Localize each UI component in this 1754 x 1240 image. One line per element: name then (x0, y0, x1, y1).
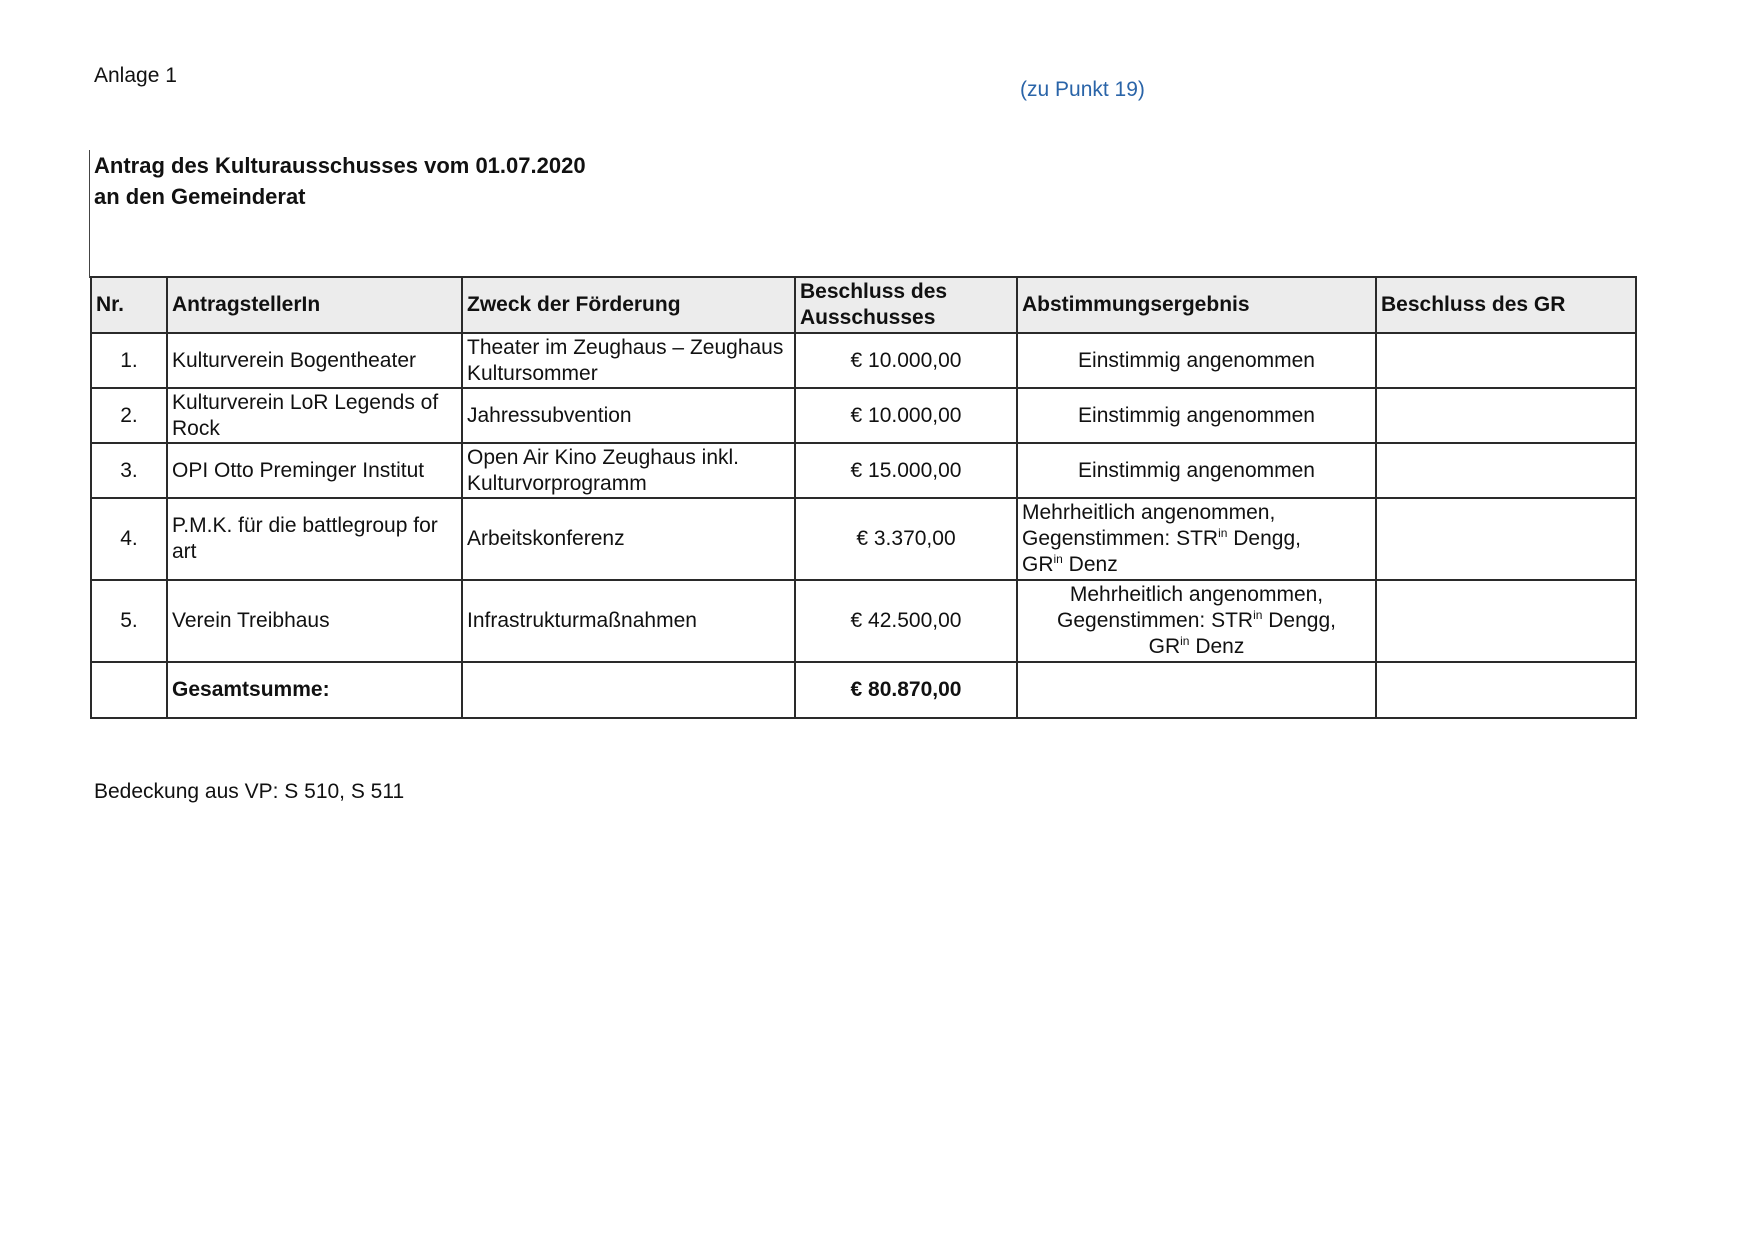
heading-line-2: an den Gemeinderat (94, 184, 306, 209)
cell-abstimmung: Einstimmig angenommen (1017, 443, 1376, 498)
cell-beschluss-gr (1376, 333, 1636, 388)
cell-beschluss-gr (1376, 388, 1636, 443)
header-abstimmung: Abstimmungsergebnis (1017, 277, 1376, 333)
cell-zweck (462, 662, 795, 718)
total-label: Gesamtsumme: (167, 662, 462, 718)
cell-abstimmung: Einstimmig angenommen (1017, 388, 1376, 443)
cell-zweck: Open Air Kino Zeughaus inkl. Kulturvorprogramm (462, 443, 795, 498)
header-antragsteller: AntragstellerIn (167, 277, 462, 333)
cell-antragsteller: Kulturverein LoR Legends of Rock (167, 388, 462, 443)
cell-betrag: € 10.000,00 (795, 333, 1017, 388)
abstimmung-line: Gegenstimmen: $STR^{in}$ Dengg, (1022, 526, 1301, 550)
cell-zweck: Theater im Zeughaus – Zeughaus Kultursommer (462, 333, 795, 388)
cell-zweck: Infrastrukturmaßnahmen (462, 580, 795, 662)
cell-antragsteller: Verein Treibhaus (167, 580, 462, 662)
heading-line-1: Antrag des Kulturausschusses vom 01.07.2020 (94, 153, 586, 178)
table-row (91, 498, 1636, 580)
cell-abstimmung: Einstimmig angenommen (1017, 333, 1376, 388)
cell-nr: 4. (91, 498, 167, 580)
cell-nr: 3. (91, 443, 167, 498)
cell-betrag: € 3.370,00 (795, 498, 1017, 580)
cell-nr: 1. (91, 333, 167, 388)
cell-betrag: € 10.000,00 (795, 388, 1017, 443)
margin-line (89, 150, 90, 278)
cell-antragsteller: Kulturverein Bogentheater (167, 333, 462, 388)
document-heading (94, 150, 586, 212)
cell-abstimmung (1017, 580, 1376, 662)
table-row (91, 333, 1636, 388)
cell-beschluss-gr (1376, 662, 1636, 718)
cell-beschluss-gr (1376, 580, 1636, 662)
cell-beschluss-gr (1376, 443, 1636, 498)
header-beschluss-ausschuss: Beschluss des Ausschusses (795, 277, 1017, 333)
cell-antragsteller: OPI Otto Preminger Institut (167, 443, 462, 498)
table-row (91, 443, 1636, 498)
table-row (91, 580, 1636, 662)
header-nr: Nr. (91, 277, 167, 333)
cell-nr (91, 662, 167, 718)
cell-zweck: Jahressubvention (462, 388, 795, 443)
abstimmung-line: Mehrheitlich angenommen, (1069, 583, 1324, 606)
cell-abstimmung (1017, 662, 1376, 718)
cell-betrag: € 42.500,00 (795, 580, 1017, 662)
header-zweck: Zweck der Förderung (462, 277, 795, 333)
punkt-reference: (zu Punkt 19) (1020, 78, 1145, 101)
abstimmung-line: $GR^{in}$ Denz (1022, 552, 1118, 576)
anlage-label: Anlage 1 (94, 64, 177, 87)
cell-nr: 2. (91, 388, 167, 443)
table-header-row (91, 277, 1636, 333)
table-row (91, 388, 1636, 443)
cell-nr: 5. (91, 580, 167, 662)
header-beschluss-gr: Beschluss des GR (1376, 277, 1636, 333)
cell-abstimmung (1017, 498, 1376, 580)
cell-beschluss-gr (1376, 498, 1636, 580)
abstimmung-line: $GR^{in}$ Denz (1148, 634, 1245, 658)
total-betrag: € 80.870,00 (795, 662, 1017, 718)
cell-antragsteller: P.M.K. für die battlegroup for art (167, 498, 462, 580)
cell-betrag: € 15.000,00 (795, 443, 1017, 498)
bedeckung-note: Bedeckung aus VP: S 510, S 511 (94, 780, 405, 803)
funding-table (90, 276, 1637, 719)
cell-zweck: Arbeitskonferenz (462, 498, 795, 580)
total-row (91, 662, 1636, 718)
abstimmung-line: Gegenstimmen: $STR^{in}$ Dengg, (1057, 608, 1336, 632)
abstimmung-line: Mehrheitlich angenommen, (1022, 501, 1276, 524)
